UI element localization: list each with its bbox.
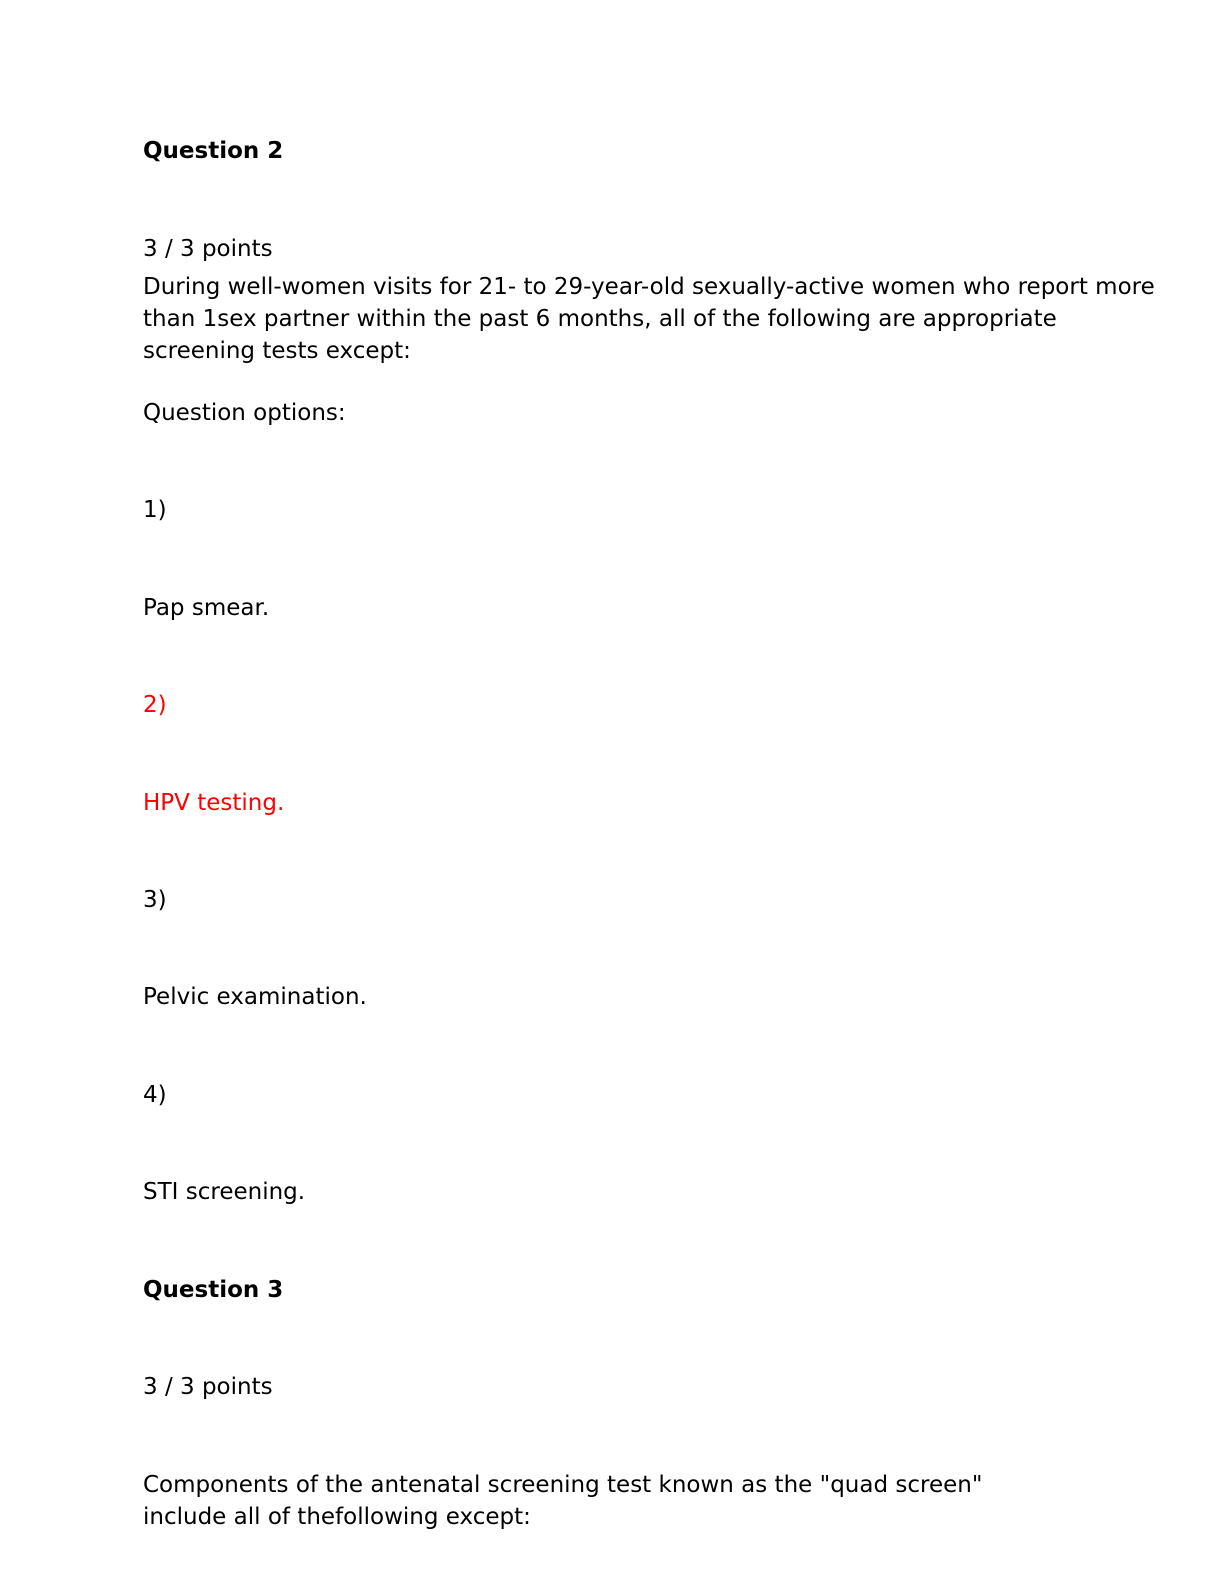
question-3-title: Question 3 — [143, 1277, 284, 1303]
question-2-prompt-line: screening tests except: — [143, 338, 411, 364]
question-3-prompt-line: Components of the antenatal screening test known as the "quad screen" — [143, 1472, 983, 1498]
question-2-prompt-line: than 1sex partner within the past 6 months, all of the following are appropriate — [143, 306, 1057, 332]
question-2-title: Question 2 — [143, 138, 284, 164]
question-3-prompt — [143, 1469, 982, 1533]
option-4-number: 4) — [143, 1082, 167, 1108]
question-3-prompt-line: include all of thefollowing except: — [143, 1504, 531, 1530]
question-options-label: Question options: — [143, 400, 346, 426]
option-1-text: Pap smear. — [143, 595, 270, 621]
question-2-prompt — [143, 271, 1155, 367]
question-3-points: 3 / 3 points — [143, 1374, 273, 1400]
option-1-number: 1) — [143, 497, 167, 523]
question-2-prompt-line: During well-women visits for 21- to 29-year-old sexually-active women who report more — [143, 274, 1155, 300]
option-4-text: STI screening. — [143, 1179, 306, 1205]
option-2-text: HPV testing. — [143, 790, 285, 816]
question-2-points: 3 / 3 points — [143, 236, 273, 262]
option-3-text: Pelvic examination. — [143, 984, 367, 1010]
option-2-number: 2) — [143, 692, 167, 718]
option-3-number: 3) — [143, 887, 167, 913]
